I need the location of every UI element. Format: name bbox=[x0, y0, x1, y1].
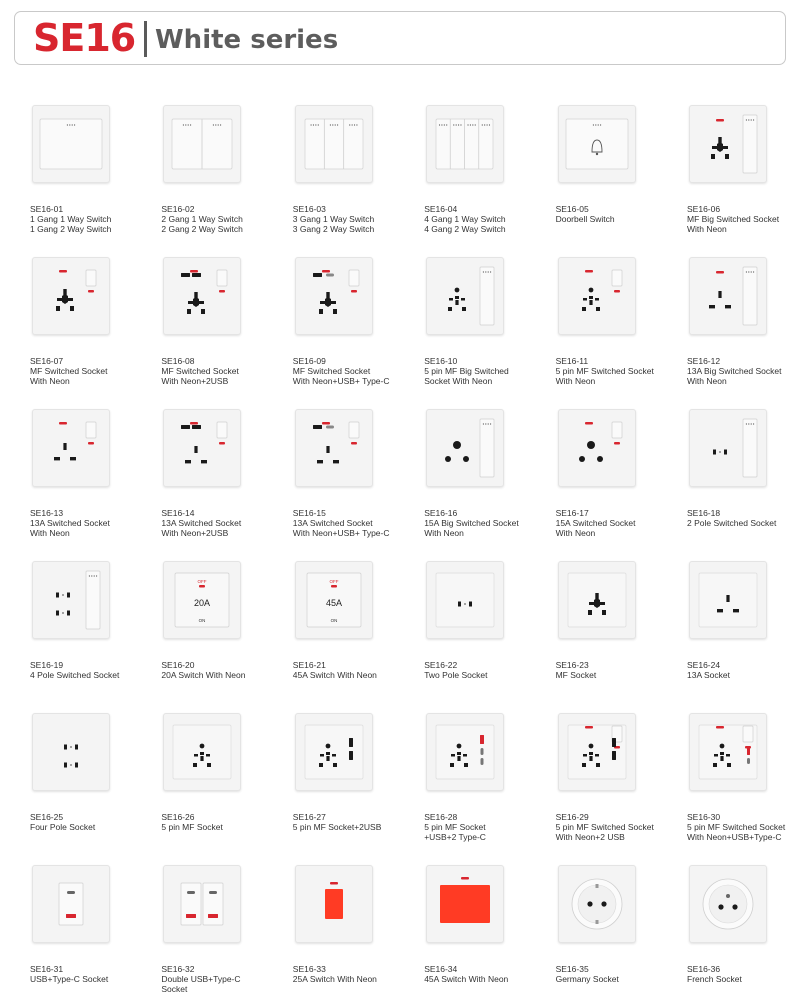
product-description-line: Germany Socket bbox=[555, 974, 619, 984]
5pin-mf-socket-icon bbox=[163, 713, 241, 791]
product-description bbox=[556, 670, 681, 680]
product-description bbox=[161, 822, 286, 832]
page-header bbox=[14, 11, 786, 65]
product-code: SE16-32 bbox=[161, 964, 195, 974]
45a-switch-icon bbox=[295, 561, 373, 639]
product-code: SE16-27 bbox=[292, 812, 326, 822]
product-card bbox=[424, 105, 544, 245]
product-description bbox=[293, 670, 418, 680]
product-description-line: 3 Gang 2 Way Switch bbox=[292, 224, 375, 234]
product-card bbox=[424, 409, 544, 549]
product-card bbox=[30, 105, 150, 245]
product-description-line: Socket bbox=[161, 984, 188, 994]
product-description-line: 13A Switched Socket bbox=[292, 518, 373, 528]
product-card bbox=[161, 865, 281, 1005]
product-description-line: 1 Gang 2 Way Switch bbox=[30, 224, 112, 234]
product-card bbox=[556, 257, 676, 397]
svg-text:45A: 45A bbox=[325, 598, 342, 608]
product-description bbox=[30, 670, 155, 680]
product-code: SE16-10 bbox=[424, 356, 458, 366]
product-description-line: 45A Switch With Neon bbox=[292, 670, 377, 680]
5pin-switched-socket-icon bbox=[558, 257, 636, 335]
product-code: SE16-22 bbox=[424, 660, 458, 670]
product-description-line: 4 Gang 2 Way Switch bbox=[424, 224, 506, 234]
product-description-line: 5 pin MF Socket+2USB bbox=[292, 822, 382, 832]
product-description-line: 5 pin MF Socket bbox=[424, 822, 486, 832]
product-card bbox=[424, 561, 544, 701]
switch-2-gang-icon bbox=[163, 105, 241, 183]
product-code: SE16-34 bbox=[424, 964, 458, 974]
product-description-line: 5 pin MF Socket bbox=[161, 822, 223, 832]
product-description-line: 13A Socket bbox=[687, 670, 731, 680]
product-card bbox=[30, 409, 150, 549]
product-code: SE16-20 bbox=[161, 660, 195, 670]
product-description bbox=[687, 822, 800, 842]
product-code: SE16-05 bbox=[555, 204, 589, 214]
product-description bbox=[424, 670, 549, 680]
product-code: SE16-12 bbox=[687, 356, 721, 366]
15a-switched-socket-icon bbox=[558, 409, 636, 487]
product-code: SE16-25 bbox=[30, 812, 64, 822]
product-description-line: MF Switched Socket bbox=[161, 366, 239, 376]
product-description-line: Socket With Neon bbox=[424, 376, 493, 386]
product-description bbox=[687, 670, 800, 680]
product-card bbox=[556, 865, 676, 1005]
product-card bbox=[687, 561, 800, 701]
product-description-line: 15A Big Switched Socket bbox=[424, 518, 519, 528]
product-card bbox=[556, 561, 676, 701]
product-description-line: With Neon+2USB bbox=[161, 528, 229, 538]
product-card bbox=[161, 713, 281, 853]
french-socket-icon bbox=[689, 865, 767, 943]
product-description bbox=[687, 366, 800, 386]
product-code: SE16-07 bbox=[30, 356, 64, 366]
product-description-line: 13A Switched Socket bbox=[30, 518, 110, 528]
product-description-line: 5 pin MF Switched Socket bbox=[555, 822, 654, 832]
product-description-line: MF Switched Socket bbox=[30, 366, 108, 376]
product-code: SE16-17 bbox=[555, 508, 589, 518]
two-pole-socket-icon bbox=[426, 561, 504, 639]
svg-text:ON: ON bbox=[199, 618, 206, 623]
product-description bbox=[161, 518, 286, 538]
product-card bbox=[293, 257, 413, 397]
product-description-line: With Neon bbox=[30, 376, 70, 386]
5pin-switched-socket-usb-typec-icon bbox=[689, 713, 767, 791]
svg-text:ON: ON bbox=[330, 618, 338, 623]
20a-switch-icon bbox=[163, 561, 241, 639]
usb-typec-socket-icon bbox=[32, 865, 110, 943]
product-card bbox=[556, 713, 676, 853]
product-code: SE16-03 bbox=[292, 204, 326, 214]
product-description-line: With Neon bbox=[424, 528, 464, 538]
5pin-switched-socket-2usb-icon bbox=[558, 713, 636, 791]
product-code: SE16-28 bbox=[424, 812, 458, 822]
product-code: SE16-11 bbox=[555, 356, 589, 366]
15a-big-switched-socket-icon bbox=[426, 409, 504, 487]
svg-text:OFF: OFF bbox=[329, 579, 339, 584]
product-card bbox=[293, 865, 413, 1005]
25a-switch-icon bbox=[295, 865, 373, 943]
product-card bbox=[30, 865, 150, 1005]
product-description bbox=[556, 518, 681, 538]
product-code: SE16-19 bbox=[30, 660, 64, 670]
product-card bbox=[424, 713, 544, 853]
product-card bbox=[161, 409, 281, 549]
product-description bbox=[293, 214, 418, 234]
product-description bbox=[30, 518, 155, 538]
product-description-line: 2 Pole Switched Socket bbox=[687, 518, 777, 528]
2pole-switched-socket-icon bbox=[689, 409, 767, 487]
switch-3-gang-icon bbox=[295, 105, 373, 183]
product-code: SE16-24 bbox=[687, 660, 721, 670]
13a-socket-2usb-icon bbox=[163, 409, 241, 487]
13a-socket-icon bbox=[689, 561, 767, 639]
product-description bbox=[556, 822, 681, 842]
product-code: SE16-21 bbox=[292, 660, 326, 670]
product-description bbox=[424, 214, 549, 234]
product-description-line: 20A Switch With Neon bbox=[161, 670, 246, 680]
product-description-line: 2 Gang 2 Way Switch bbox=[161, 224, 243, 234]
switch-1-gang-icon bbox=[32, 105, 110, 183]
product-description-line: MF Socket bbox=[555, 670, 597, 680]
product-description-line: 25A Switch With Neon bbox=[292, 974, 377, 984]
product-code: SE16-15 bbox=[292, 508, 326, 518]
product-card bbox=[293, 105, 413, 245]
product-description-line: 45A Switch With Neon bbox=[424, 974, 509, 984]
product-description bbox=[30, 822, 155, 832]
header-divider bbox=[144, 21, 147, 57]
doorbell-switch-icon bbox=[558, 105, 636, 183]
product-code: SE16-02 bbox=[161, 204, 195, 214]
product-description bbox=[293, 366, 418, 386]
product-description-line: Double USB+Type-C bbox=[161, 974, 241, 984]
product-description bbox=[687, 518, 800, 528]
product-description bbox=[687, 974, 800, 984]
product-code: SE16-26 bbox=[161, 812, 195, 822]
product-description bbox=[30, 214, 155, 234]
product-description-line: With Neon+USB+Type-C bbox=[687, 832, 782, 842]
product-description-line: With Neon bbox=[555, 528, 596, 538]
45a-red-switch-icon bbox=[426, 865, 504, 943]
mf-big-switched-socket-icon bbox=[689, 105, 767, 183]
product-description bbox=[424, 822, 549, 842]
product-description-line: With Neon bbox=[30, 528, 70, 538]
product-code: SE16-14 bbox=[161, 508, 195, 518]
13a-switched-socket-icon bbox=[32, 409, 110, 487]
product-card bbox=[161, 561, 281, 701]
product-description-line: +USB+2 Type-C bbox=[424, 832, 486, 842]
product-description-line: 4 Gang 1 Way Switch bbox=[424, 214, 506, 224]
product-card bbox=[556, 105, 676, 245]
product-code: SE16-06 bbox=[687, 204, 721, 214]
product-description bbox=[293, 822, 418, 832]
product-description-line: 2 Gang 1 Way Switch bbox=[161, 214, 243, 224]
product-description-line: 5 pin MF Switched Socket bbox=[687, 822, 786, 832]
5pin-big-switched-socket-icon bbox=[426, 257, 504, 335]
product-code: SE16-36 bbox=[687, 964, 721, 974]
product-description-line: 3 Gang 1 Way Switch bbox=[292, 214, 375, 224]
product-card bbox=[687, 713, 800, 853]
13a-big-switched-socket-icon bbox=[689, 257, 767, 335]
product-code: SE16-09 bbox=[292, 356, 326, 366]
13a-socket-usb-typec-icon bbox=[295, 409, 373, 487]
switch-4-gang-icon bbox=[426, 105, 504, 183]
product-description-line: With Neon+2 USB bbox=[555, 832, 625, 842]
product-description-line: With Neon+USB+ Type-C bbox=[292, 376, 390, 386]
product-description-line: 15A Switched Socket bbox=[555, 518, 636, 528]
product-description-line: 13A Switched Socket bbox=[161, 518, 242, 528]
product-code: SE16-23 bbox=[555, 660, 589, 670]
product-card bbox=[161, 105, 281, 245]
product-description-line: MF Big Switched Socket bbox=[687, 214, 780, 224]
product-description bbox=[161, 366, 286, 386]
product-description-line: With Neon+USB+ Type-C bbox=[292, 528, 390, 538]
product-card bbox=[293, 713, 413, 853]
product-description-line: With Neon+2USB bbox=[161, 376, 229, 386]
product-card bbox=[424, 257, 544, 397]
product-description bbox=[161, 670, 286, 680]
product-description bbox=[424, 974, 549, 984]
germany-socket-icon bbox=[558, 865, 636, 943]
product-description bbox=[556, 366, 681, 386]
product-card bbox=[293, 561, 413, 701]
mf-socket-usb-typec-icon bbox=[295, 257, 373, 335]
product-description bbox=[161, 974, 286, 994]
series-name: White series bbox=[155, 25, 339, 55]
product-card bbox=[161, 257, 281, 397]
mf-socket-icon bbox=[558, 561, 636, 639]
svg-text:OFF: OFF bbox=[197, 579, 207, 584]
product-card bbox=[424, 865, 544, 1005]
product-description-line: With Neon bbox=[555, 376, 596, 386]
product-description-line: With Neon bbox=[687, 224, 727, 234]
product-description bbox=[424, 366, 549, 386]
product-description-line: MF Switched Socket bbox=[292, 366, 371, 376]
product-code: SE16-13 bbox=[30, 508, 64, 518]
product-code: SE16-18 bbox=[687, 508, 721, 518]
product-description-line: USB+Type-C Socket bbox=[30, 974, 109, 984]
product-description-line: 4 Pole Switched Socket bbox=[30, 670, 120, 680]
product-code: SE16-35 bbox=[555, 964, 589, 974]
product-card bbox=[30, 257, 150, 397]
product-description-line: Doorbell Switch bbox=[555, 214, 615, 224]
product-card bbox=[293, 409, 413, 549]
product-card bbox=[687, 865, 800, 1005]
product-code: SE16-04 bbox=[424, 204, 458, 214]
svg-text:20A: 20A bbox=[194, 598, 211, 608]
product-description bbox=[687, 214, 800, 234]
product-code: SE16-01 bbox=[30, 204, 64, 214]
product-card bbox=[30, 713, 150, 853]
product-description bbox=[556, 974, 681, 984]
product-card bbox=[556, 409, 676, 549]
product-code: SE16-30 bbox=[687, 812, 721, 822]
product-card bbox=[687, 105, 800, 245]
4pole-switched-socket-icon bbox=[32, 561, 110, 639]
product-code: SE16-29 bbox=[555, 812, 589, 822]
product-description bbox=[556, 214, 681, 224]
product-description-line: Two Pole Socket bbox=[424, 670, 488, 680]
four-pole-socket-icon bbox=[32, 713, 110, 791]
product-description-line: French Socket bbox=[687, 974, 742, 984]
product-card bbox=[687, 257, 800, 397]
product-description-line: 5 pin MF Big Switched bbox=[424, 366, 509, 376]
product-description-line: 5 pin MF Switched Socket bbox=[555, 366, 654, 376]
product-description bbox=[30, 366, 155, 386]
mf-socket-2usb-icon bbox=[163, 257, 241, 335]
product-card bbox=[30, 561, 150, 701]
product-code: SE16-33 bbox=[292, 964, 326, 974]
series-code: SE16 bbox=[33, 16, 136, 60]
product-code: SE16-31 bbox=[30, 964, 64, 974]
product-card bbox=[687, 409, 800, 549]
product-description bbox=[424, 518, 549, 538]
product-description bbox=[161, 214, 286, 234]
product-description-line: Four Pole Socket bbox=[30, 822, 96, 832]
product-description bbox=[293, 974, 418, 984]
product-code: SE16-16 bbox=[424, 508, 458, 518]
product-description-line: With Neon bbox=[687, 376, 727, 386]
5pin-socket-2usb-icon bbox=[295, 713, 373, 791]
product-description bbox=[293, 518, 418, 538]
mf-switched-socket-icon bbox=[32, 257, 110, 335]
product-description-line: 1 Gang 1 Way Switch bbox=[30, 214, 112, 224]
double-usb-typec-socket-icon bbox=[163, 865, 241, 943]
product-description-line: 13A Big Switched Socket bbox=[687, 366, 782, 376]
product-code: SE16-08 bbox=[161, 356, 195, 366]
product-description bbox=[30, 974, 155, 984]
5pin-socket-usb-2typec-icon bbox=[426, 713, 504, 791]
